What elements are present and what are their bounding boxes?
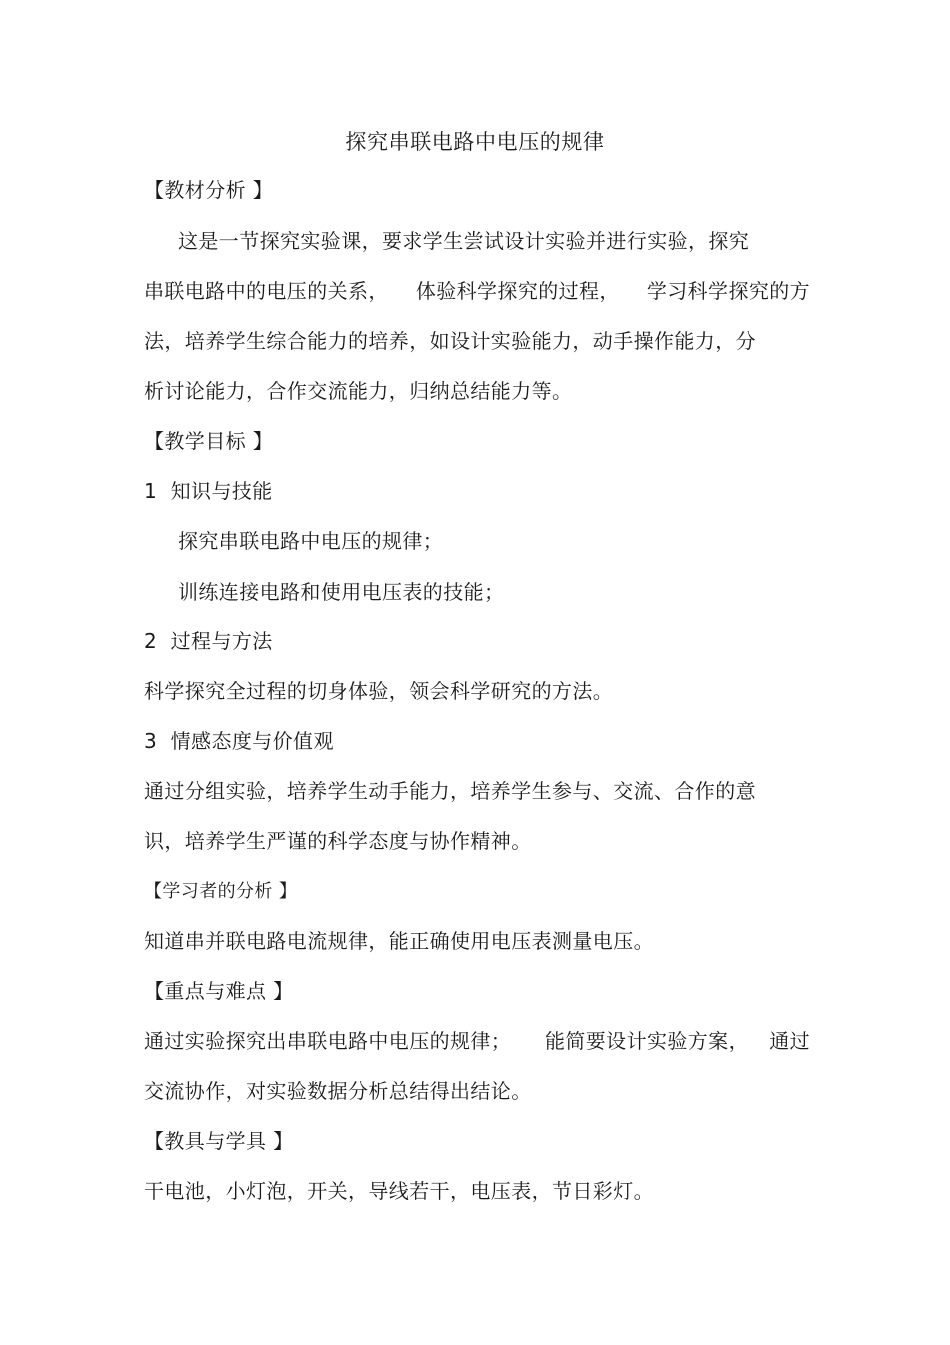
goal3-heading: 3 情感态度与价值观: [144, 729, 334, 753]
tools-heading: 【教具与学具 】: [144, 1129, 294, 1153]
key-line-2: 交流协作，对实验数据分析总结得出结论。: [144, 1079, 532, 1103]
goal2-text: 科学探究全过程的切身体验，领会科学研究的方法。: [144, 679, 614, 703]
goal3-line-1: 通过分组实验，培养学生动手能力，培养学生参与、交流、合作的意: [144, 779, 756, 803]
goal3-line-2: 识，培养学生严谨的科学态度与协作精神。: [144, 829, 532, 853]
key-heading: 【重点与难点 】: [144, 979, 294, 1003]
material-line-3: 法，培养学生综合能力的培养，如设计实验能力，动手操作能力，分: [144, 329, 756, 353]
goal1-heading: 1 知识与技能: [144, 479, 273, 503]
goal2-heading: 2 过程与方法: [144, 629, 273, 653]
goal1-item-2: 训练连接电路和使用电压表的技能；: [178, 580, 505, 604]
material-line-1: 这是一节探究实验课，要求学生尝试设计实验并进行实验，探究: [178, 229, 750, 253]
material-line-2: 串联电路中的电压的关系， 体验科学探究的过程， 学习科学探究的方: [144, 279, 811, 303]
key-line-1: 通过实验探究出串联电路中电压的规律； 能简要设计实验方案， 通过: [144, 1029, 811, 1053]
goals-heading: 【教学目标 】: [144, 429, 274, 453]
goal1-item-1: 探究串联电路中电压的规律；: [178, 529, 444, 553]
document-title: 探究串联电路中电压的规律: [345, 130, 605, 154]
material-line-4: 析讨论能力，合作交流能力，归纳总结能力等。: [144, 379, 573, 403]
tools-text: 干电池，小灯泡，开关，导线若干，电压表，节日彩灯。: [144, 1179, 654, 1203]
learner-text: 知道串并联电路电流规律，能正确使用电压表测量电压。: [144, 929, 654, 953]
learner-heading: 【学习者的分析 】: [144, 881, 298, 902]
material-heading: 【教材分析 】: [144, 178, 274, 202]
